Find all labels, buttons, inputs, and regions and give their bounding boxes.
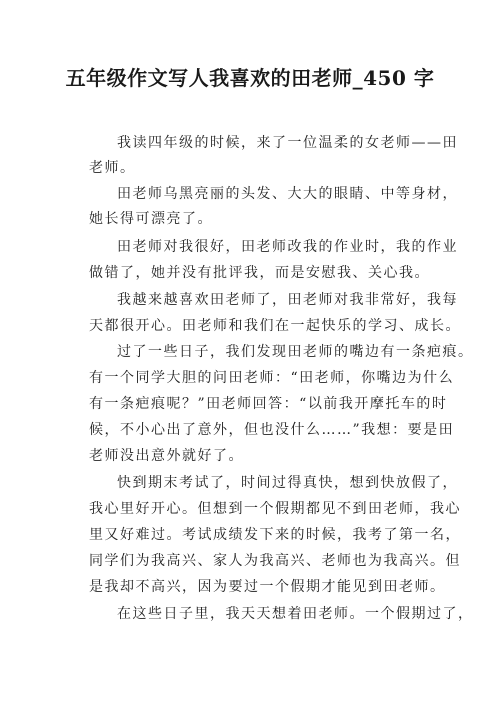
text-line: 我读四年级的时候，来了一位温柔的女老师——田	[117, 135, 458, 151]
text-line: 过了一些日子，我们发现田老师的嘴边有一条疤痕。	[117, 344, 474, 360]
text-line: 老师。	[89, 160, 136, 176]
text-line: 是我却不高兴，因为要过一个假期才能见到田老师。	[89, 579, 446, 595]
text-line: 有一个同学大胆的问田老师：“田老师，你嘴边为什么	[89, 370, 455, 386]
text-line: 我心里好开心。但想到一个假期都见不到田老师，我心	[89, 501, 461, 517]
text-line: 有一条疤痕呢？”田老师回答：“以前我开摩托车的时	[89, 396, 448, 412]
document-title: 五年级作文写人我喜欢的田老师_450 字	[65, 66, 435, 90]
text-line: 在这些日子里，我天天想着田老师。一个假期过了，	[117, 606, 474, 622]
text-line: 候，不小心出了意外，但也没什么……”我想：要是田	[89, 422, 455, 438]
text-line: 里又好难过。考试成绩发下来的时候，我考了第一名，	[89, 527, 461, 543]
text-line: 老师没出意外就好了。	[89, 448, 244, 464]
text-line: 快到期末考试了，时间过得真快，想到快放假了，	[117, 475, 458, 491]
text-line: 田老师乌黑亮丽的头发、大大的眼睛、中等身材，	[117, 186, 458, 202]
text-line: 天都很开心。田老师和我们在一起快乐的学习、成长。	[89, 318, 461, 334]
text-line: 同学们为我高兴、家人为我高兴、老师也为我高兴。但	[89, 553, 461, 569]
text-line: 我越来越喜欢田老师了，田老师对我非常好，我每	[117, 292, 458, 308]
text-line: 田老师对我很好，田老师改我的作业时，我的作业	[117, 239, 458, 255]
text-line: 她长得可漂亮了。	[89, 211, 213, 227]
text-line: 做错了，她并没有批评我，而是安慰我、关心我。	[89, 265, 430, 281]
